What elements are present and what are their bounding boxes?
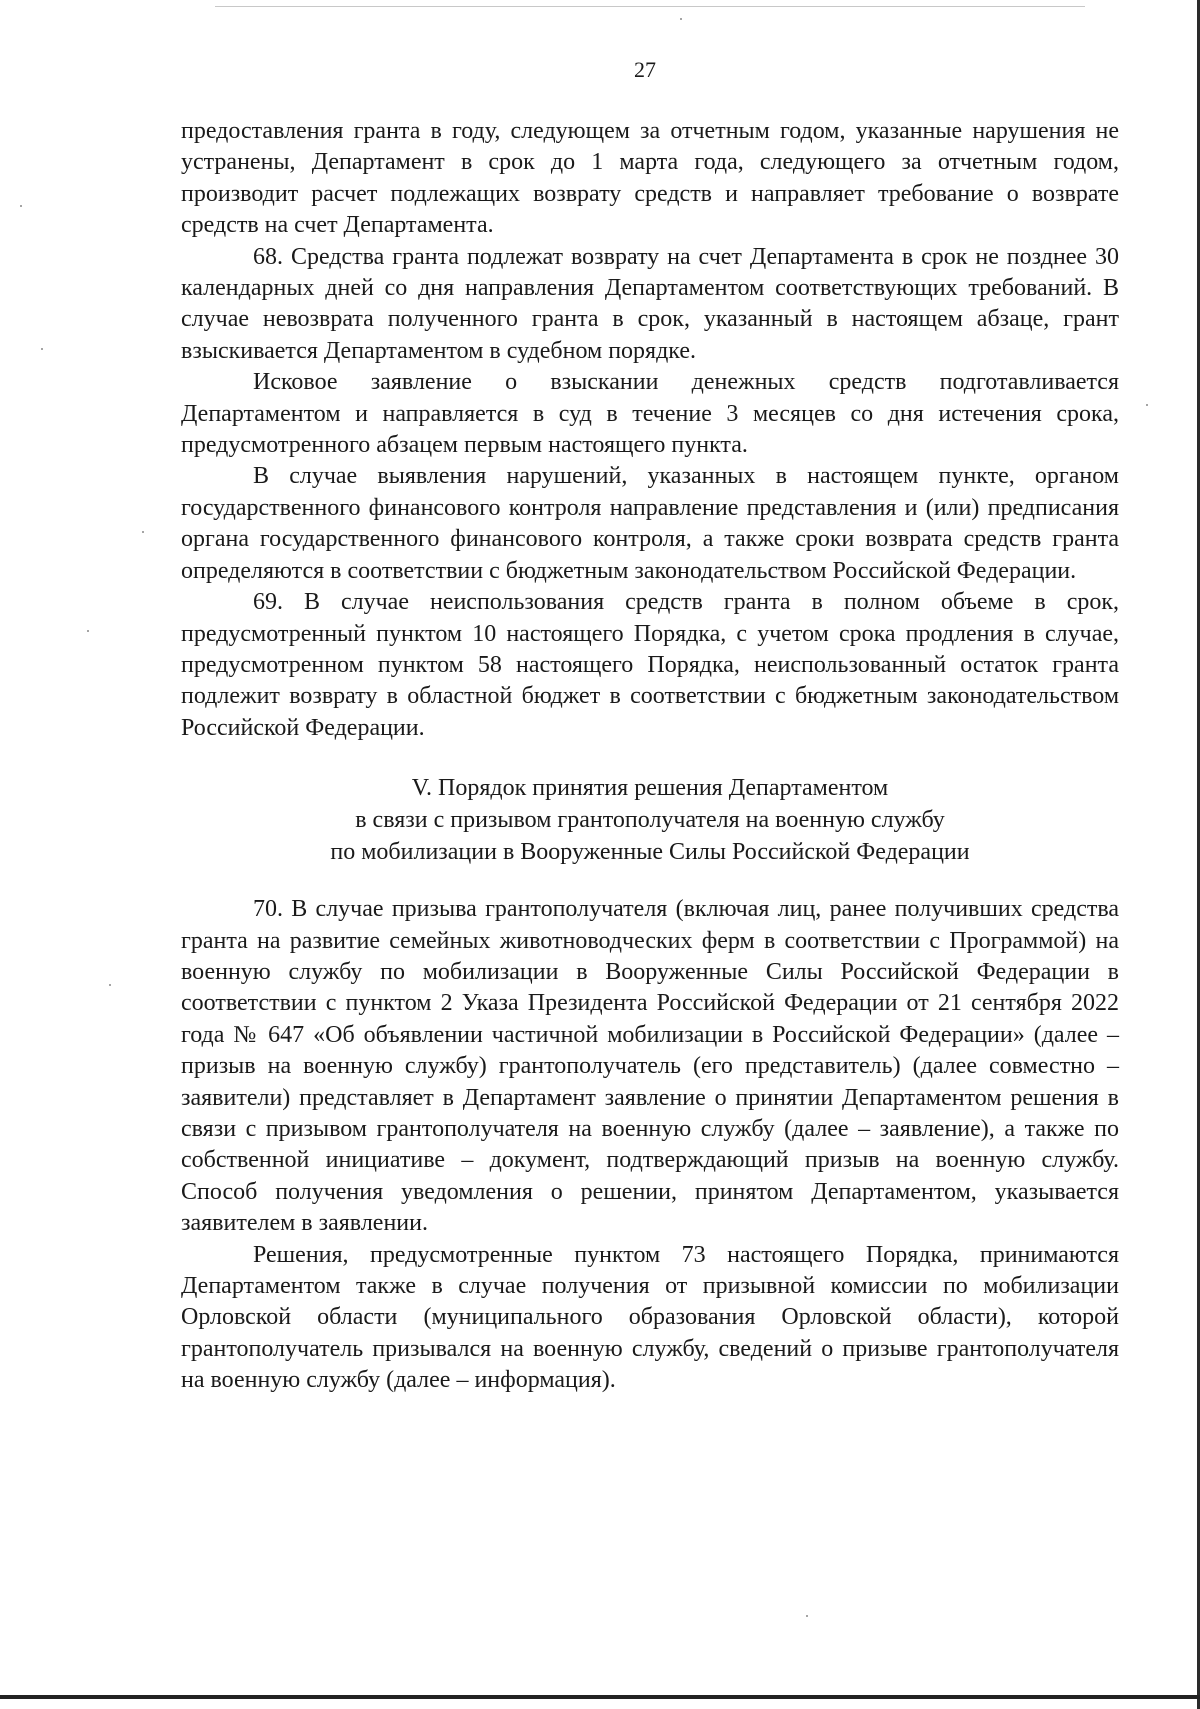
section-heading: [181, 772, 1119, 868]
scan-bottom-edge: [0, 1695, 1200, 1699]
scan-speck: [20, 205, 22, 207]
section-heading-line-1: V. Порядок принятия решения Департаментом: [411, 775, 889, 802]
scan-speck: [41, 348, 43, 350]
paragraph-claim: Исковое заявление о взыскании денежных средств подготавливается Департаментом и направляется в суд в течение 3 месяцев со дня истечения срока, предусмотренного абзацем первым настоящего пункта.: [181, 369, 1119, 459]
paragraph-decisions: Решения, предусмотренные пунктом 73 настоящего Порядка, принимаются Департаментом также в случае получения от призывной комиссии по мобилизации Орловской области (муниципального образования Орловской области), которой грантополучатель призывался на военную службу, сведений о призыве грантополучателя на военную службу (далее – информация).: [181, 1241, 1119, 1394]
scan-speck: [680, 18, 682, 20]
section-heading-line-3: по мобилизации в Вооруженные Силы Российской Федерации: [330, 839, 970, 866]
scan-speck: [1146, 404, 1148, 406]
scan-speck: [142, 531, 144, 533]
scan-speck: [806, 1615, 808, 1617]
scan-speck: [109, 984, 111, 986]
page-number: 27: [634, 57, 656, 82]
paragraph-continuation: предоставления гранта в году, следующем за отчетным годом, указанные нарушения не устранены, Департамент в срок до 1 марта года, следующего за отчетным годом, производит расчет подлежащих возврату средств и направляет требование о возврате средств на счет Департамента.: [181, 118, 1119, 239]
paragraph-69: 69. В случае неиспользования средств гранта в полном объеме в срок, предусмотренный пунктом 10 настоящего Порядка, с учетом срока продления в случае, предусмотренном пунктом 58 настоящего Порядка, неиспользованный остаток гранта подлежит возврату в областной бюджет в соответствии с бюджетным законодательством Российской Федерации.: [181, 589, 1119, 741]
document-body: [181, 116, 1119, 1397]
paragraph-70: 70. В случае призыва грантополучателя (включая лиц, ранее получивших средства гранта на развитие семейных животноводческих ферм в соответствии с Программой) на военную службу по мобилизации в Вооруженные Силы Российской Федерации в соответствии с пунктом 2 Указа Президента Российской Федерации от 21 сентября 2022 года № 647 «Об объявлении частичной мобилизации в Российской Федерации» (далее – призыв на военную службу) грантополучатель (его представитель) (далее совместно – заявители) представляет в Департамент заявление о принятии Департаментом решения в связи с призывом грантополучателя на военную службу (далее – заявление), а также по собственной инициативе – документ, подтверждающий призыв на военную службу. Способ получения уведомления о решении, принятом Департаментом, указывается заявителем в заявлении.: [181, 896, 1119, 1237]
scan-speck: [87, 630, 89, 632]
section-heading-line-2: в связи с призывом грантополучателя на военную службу: [355, 807, 945, 834]
scan-top-edge: [215, 6, 1085, 7]
paragraph-violations: В случае выявления нарушений, указанных в настоящем пункте, органом государственного финансового контроля направление представления и (или) предписания органа государственного финансового контроля, а также сроки возврата средств гранта определяются в соответствии с бюджетным законодательством Российской Федерации.: [181, 463, 1119, 584]
paragraph-68: 68. Средства гранта подлежат возврату на счет Департамента в срок не позднее 30 календарных дней со дня направления Департаментом соответствующих требований. В случае невозврата полученного гранта в срок, указанный в настоящем абзаце, грант взыскивается Департаментом в судебном порядке.: [181, 243, 1119, 364]
